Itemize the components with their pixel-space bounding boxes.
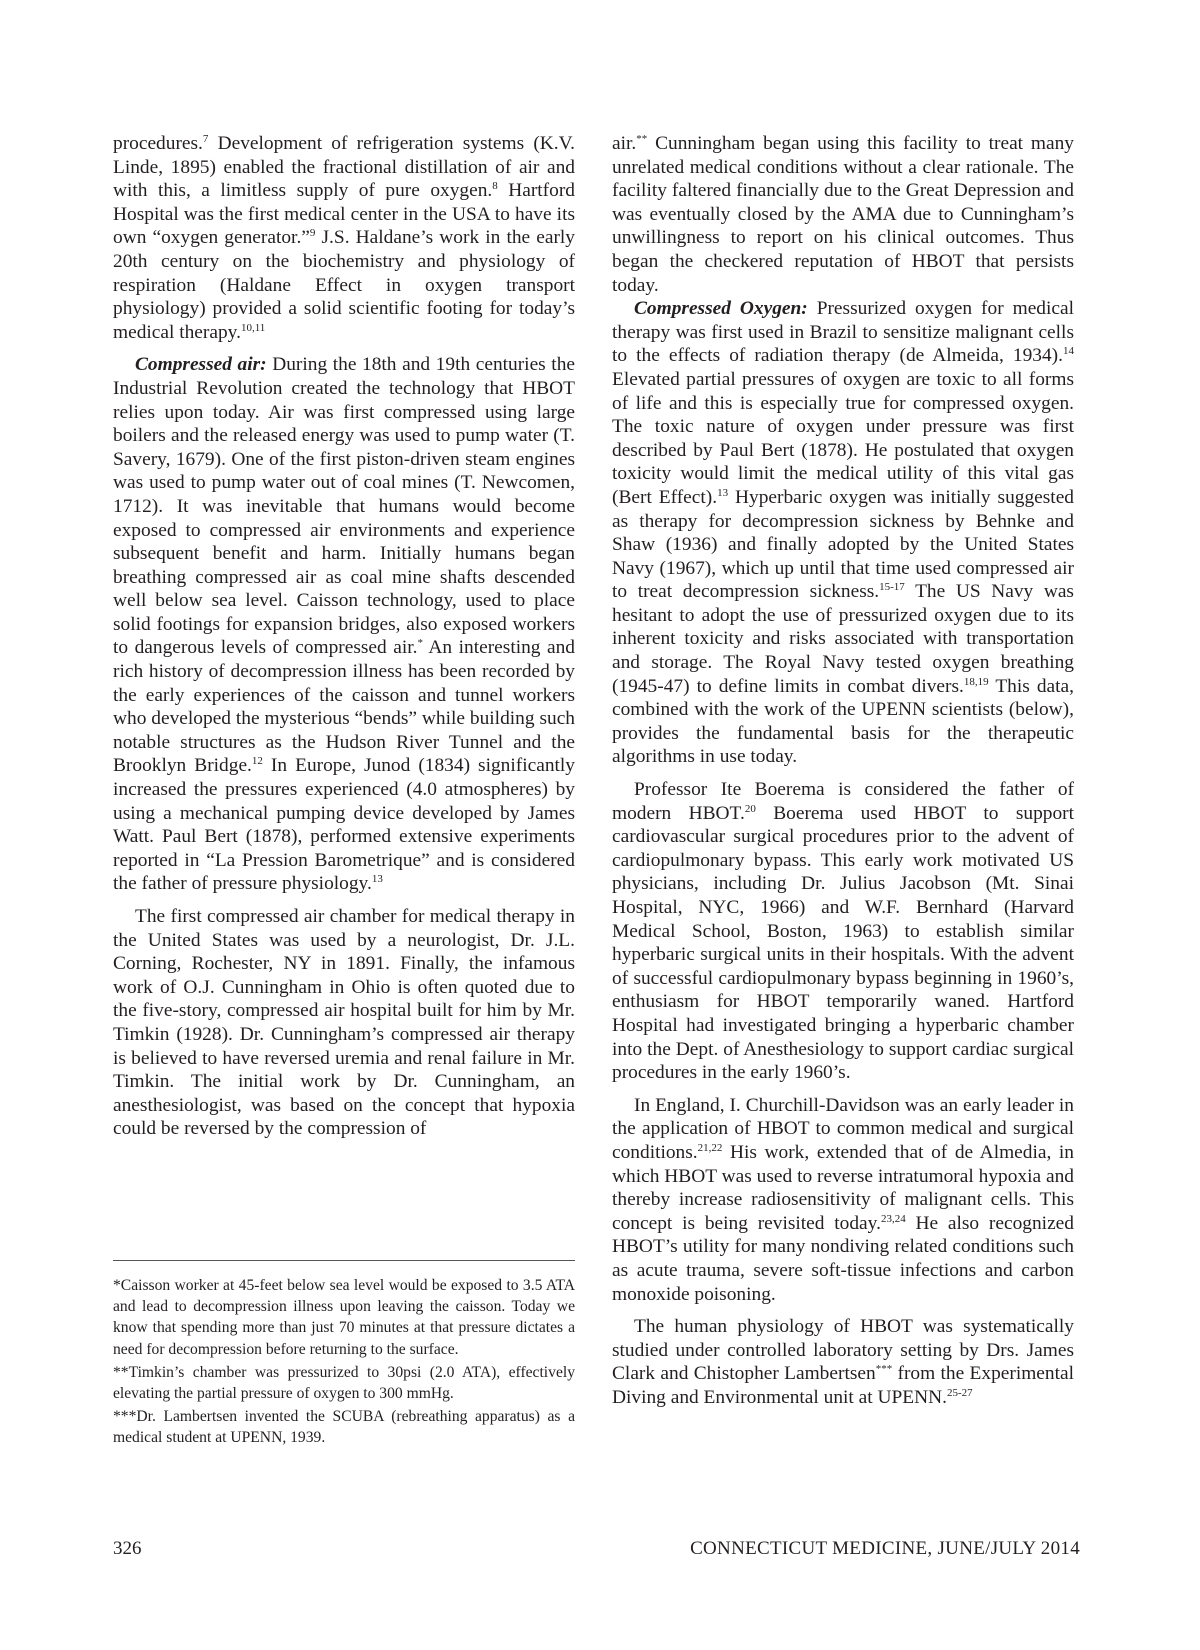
citation: 13	[717, 486, 729, 499]
footnote-timkin: **Timkin’s chamber was pressurized to 30psi (2.0 ATA), effectively elevating the partial pressure of oxygen to 300 mmHg.	[113, 1363, 575, 1403]
citation: 20	[744, 802, 756, 815]
paragraph-compressed-air: Compressed air: During the 18th and 19th centuries the Industrial Revolution created the technology that HBOT relies upon today. Air was first compressed using large boilers and the released energy was used to pump water (T. Savery, 1679). One of the first piston-driven steam engines was used to pump water out of coal mines (T. Newcomen, 1712). It was inevitable that humans would become exposed to compressed air environments and experience subsequent benefit and harm. Initially humans began breathing compressed air as coal mine shafts descended well below sea level. Caisson technology, used to place solid footings for expansion bridges, also exposed workers to dangerous levels of compressed air.* An interesting and rich history of decompression illness has been recorded by the early experiences of the caisson and tunnel workers who developed the mysterious “bends” while building such notable structures as the Hudson River Tunnel and the Brooklyn Bridge.$^{12}$ In Europe, Junod (1834) significantly increased the pressures experienced (4.0 atmospheres) by using a mechanical pumping device developed by James Watt. Paul Bert (1878), performed extensive experiments reported in “La Pression Barometrique” and is considered the father of pressure physiology.$^{13}$	[113, 354, 575, 895]
paragraph-cunningham: air.** Cunningham began using this facility to treat many unrelated medical conditions without a clear rationale. The facility faltered financially due to the Great Depression and was eventually closed by the AMA due to Cunningham’s unwillingness to report on his clinical outcomes. Thus began the checkered reputation of HBOT that persists today.	[612, 133, 1074, 296]
citation: 8	[492, 180, 498, 193]
citation: 25-27	[946, 1386, 973, 1399]
paragraph-boerema: Professor Ite Boerema is considered the father of modern HBOT.$^{20}$ Boerema used HBOT to support cardiovascular surgical procedures prior to the advent of cardiopulmonary bypass. This early work motivated US physicians, including Dr. Julius Jacobson (Mt. Sinai Hospital, NYC, 1966) and W.F. Bernhard (Harvard Medical School, Boston, 1963) to establish similar hyperbaric surgical units in their hospitals. With the advent of successful cardiopulmonary bypass beginning in 1960’s, enthusiasm for HBOT temporarily waned. Hartford Hospital had investigated bringing a hyperbaric chamber into the Dept. of Anesthesiology to support cardiac surgical procedures in the early 1960’s.	[612, 779, 1074, 1084]
citation: 13	[371, 873, 383, 886]
citation: 14	[1063, 345, 1074, 358]
citation: 18,19	[963, 675, 989, 688]
paragraph-compressed-oxygen: Compressed Oxygen: Pressurized oxygen for medical therapy was first used in Brazil to sensitize malignant cells to the effects of radiation therapy (de Almeida, 1934).$^{14}$ Elevated partial pressures of oxygen are toxic to all forms of life and this is especially true for compressed oxygen. The toxic nature of oxygen under pressure was first described by Paul Bert (1878). He postulated that oxygen toxicity would limit the medical utility of this vital gas (Bert Effect).$^{13}$ Hyperbaric oxygen was initially suggested as therapy for decompression sickness by Behnke and Shaw (1936) and finally adopted by the United States Navy (1967), which up until that time used compressed air to treat decompression sickness.$^{15-17}$ The US Navy was hesitant to adopt the use of pressurized oxygen due to its inherent toxicity and risks associated with transportation and storage. The Royal Navy tested oxygen breathing (1945-47) to define limits in combat divers.$^{18,19}$ This data, combined with the work of the UPENN scientists (below), provides the fundamental basis for the therapeutic algorithms in use today.	[612, 298, 1074, 768]
citation: 21,22	[697, 1141, 723, 1154]
paragraph-oxygen-history: procedures.$^7$ Development of refrigeration systems (K.V. Linde, 1895) enabled the fractional distillation of air and with this, a limitless supply of pure oxygen.$^8$ Hartford Hospital was the first medical center in the USA to have its own “oxygen generator.”$^9$ J.S. Haldane’s work in the early 20th century on the biochemistry and physiology of respiration (Haldane Effect in oxygen transport physiology) provided a solid scientific footing for today’s medical therapy.$^{10,11}$	[113, 133, 575, 343]
page-number: 326	[113, 1538, 142, 1559]
section-lead-compressed-oxygen: Compressed Oxygen:	[634, 298, 808, 320]
paragraph-churchill-davidson: In England, I. Churchill-Davidson was an early leader in the application of HBOT to common medical and surgical conditions.$^{21,22}$ His work, extended that of de Almedia, in which HBOT was used to reverse intratumoral hypoxia and thereby increase radiosensitivity of malignant cells. This concept is being revisited today.$^{23,24}$ He also recognized HBOT’s utility for many nondiving related conditions such as acute trauma, severe soft-tissue infections and carbon monoxide poisoning.	[612, 1094, 1074, 1305]
citation: 10,11	[240, 321, 266, 334]
citation: 12	[251, 755, 263, 768]
footnotes	[113, 1275, 575, 1451]
footnote-marker: ***	[875, 1363, 893, 1376]
citation: 23,24	[880, 1212, 906, 1225]
journal-running-footer: CONNECTICUT MEDICINE, JUNE/JULY 2014	[690, 1538, 1080, 1559]
citation: 9	[309, 227, 316, 240]
citation: 7	[202, 133, 209, 145]
footnote-caisson: *Caisson worker at 45-feet below sea level would be exposed to 3.5 ATA and lead to decompression illness upon leaving the caisson. Today we know that spending more than just 70 minutes at that pressure dictates a need for decompression before returning to the surface.	[113, 1277, 575, 1358]
right-column	[612, 132, 1074, 1409]
paragraph-upenn-physiology: The human physiology of HBOT was systematically studied under controlled laboratory setting by Drs. James Clark and Chistopher Lambertsen*** from the Experimental Diving and Environmental unit at UPENN.$^{25-27}$	[612, 1316, 1074, 1408]
footnote-lambertsen: ***Dr. Lambertsen invented the SCUBA (rebreathing apparatus) as a medical student at UPENN, 1939.	[113, 1408, 575, 1447]
paragraph-first-chamber: The first compressed air chamber for medical therapy in the United States was used by a neurologist, Dr. J.L. Corning, Rochester, NY in 1891. Finally, the infamous work of O.J. Cunningham in Ohio is often quoted due to the five-story, compressed air hospital built for him by Mr. Timkin (1928). Dr. Cunningham’s compressed air therapy is believed to have reversed uremia and renal failure in Mr. Timkin. The initial work by Dr. Cunningham, an anesthesiologist, was based on the concept that hypoxia could be reversed by the compression of	[113, 906, 575, 1140]
footnote-divider	[113, 1260, 575, 1261]
footnote-marker: **	[636, 133, 648, 145]
footnote-marker: *	[417, 637, 423, 650]
left-column	[113, 132, 575, 1141]
citation: 15-17	[879, 581, 905, 594]
section-lead-compressed-air: Compressed air:	[135, 354, 267, 376]
